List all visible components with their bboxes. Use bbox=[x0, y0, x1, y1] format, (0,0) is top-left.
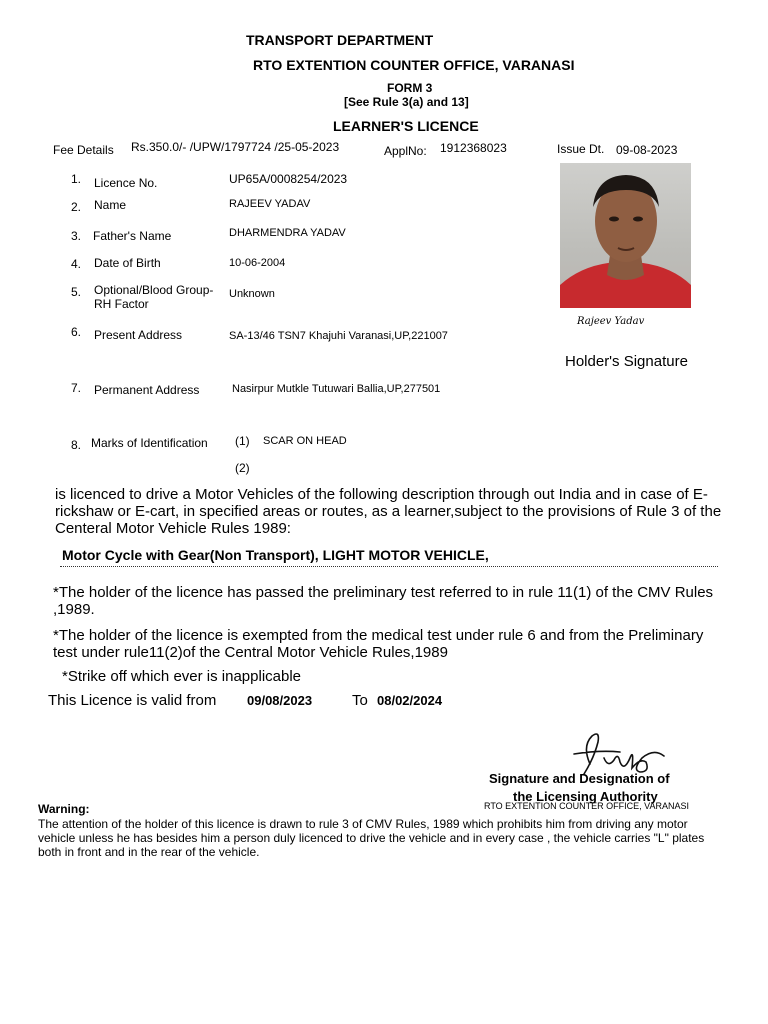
field-number: 4. bbox=[71, 257, 82, 271]
rh-factor-label: RH Factor bbox=[94, 297, 149, 311]
warning-label: Warning: bbox=[38, 802, 90, 816]
valid-from-date: 09/08/2023 bbox=[247, 693, 313, 708]
present-address-value: SA-13/46 TSN7 Khajuhi Varanasi,UP,221007 bbox=[229, 330, 448, 342]
person-portrait-icon bbox=[560, 163, 691, 308]
field-number: 5. bbox=[71, 285, 82, 299]
office-title: RTO EXTENTION COUNTER OFFICE, VARANASI bbox=[253, 57, 575, 73]
licence-title: LEARNER'S LICENCE bbox=[333, 118, 479, 134]
mark-1-number: (1) bbox=[235, 434, 250, 448]
father-name-value: DHARMENDRA YADAV bbox=[229, 227, 346, 239]
valid-to-date: 08/02/2024 bbox=[377, 693, 443, 708]
permanent-address-label: Permanent Address bbox=[94, 383, 200, 397]
preliminary-test-note: *The holder of the licence has passed the preliminary test referred to in rule 11(1) of the CMV Rules ,1989. bbox=[53, 584, 714, 618]
holder-signature-image: Rajeev Yadav bbox=[577, 316, 645, 327]
vehicle-classes: Motor Cycle with Gear(Non Transport), LIGHT MOTOR VEHICLE, bbox=[62, 547, 489, 563]
field-number: 1. bbox=[71, 172, 82, 186]
fee-value: Rs.350.0/- /UPW/1797724 /25-05-2023 bbox=[131, 140, 340, 154]
licence-description: is licenced to drive a Motor Vehicles of the following description through out India and in case of E-rickshaw or E-cart, in specified areas or routes, as a learner,subject to the provisions of Rule 3 of the Centeral Motor Vehicle Rules 1989: bbox=[55, 486, 722, 537]
field-number: 3. bbox=[71, 229, 82, 243]
valid-to-label: To bbox=[352, 692, 368, 709]
field-number: 7. bbox=[71, 381, 82, 395]
authority-signature-line1: Signature and Designation of bbox=[489, 771, 670, 786]
issue-value: 09-08-2023 bbox=[616, 143, 678, 157]
field-number: 6. bbox=[71, 325, 82, 339]
warning-text: The attention of the holder of this licence is drawn to rule 3 of CMV Rules, 1989 which prohibits him from driving any motor vehicle unless he has besides him a person duly licenced to drive the vehicle and in every case , the vehicle carries "L" plates both in front and in the rear of the vehicle. bbox=[38, 817, 705, 859]
authority-signature-line2: the Licensing Authority bbox=[513, 789, 658, 804]
name-label: Name bbox=[94, 198, 127, 212]
permanent-address-value: Nasirpur Mutkle Tutuwari Ballia,UP,277501 bbox=[232, 383, 441, 395]
dob-value: 10-06-2004 bbox=[229, 257, 286, 269]
issue-label: Issue Dt. bbox=[557, 142, 605, 156]
holder-photo bbox=[560, 163, 691, 308]
field-number: 2. bbox=[71, 200, 82, 214]
fee-label: Fee Details bbox=[53, 143, 114, 157]
marks-label: Marks of Identification bbox=[91, 436, 208, 450]
blood-group-label: Optional/Blood Group- bbox=[94, 283, 214, 297]
appl-value: 1912368023 bbox=[440, 141, 507, 155]
authority-office: RTO EXTENTION COUNTER OFFICE, VARANASI bbox=[484, 801, 690, 811]
licence-no-label: Licence No. bbox=[94, 176, 158, 190]
mark-1-value: SCAR ON HEAD bbox=[263, 435, 347, 447]
present-address-label: Present Address bbox=[94, 328, 183, 342]
form-rule: [See Rule 3(a) and 13] bbox=[344, 95, 469, 109]
dob-label: Date of Birth bbox=[94, 256, 161, 270]
medical-test-note: *The holder of the licence is exempted from the medical test under rule 6 and from the Preliminary test under rule11(2)of the Central Motor Vehicle Rules,1989 bbox=[53, 627, 704, 661]
form-number: FORM 3 bbox=[387, 81, 433, 95]
dotted-divider bbox=[60, 566, 718, 567]
licence-no-value: UP65A/0008254/2023 bbox=[229, 172, 348, 186]
field-number: 8. bbox=[71, 438, 82, 452]
appl-label: ApplNo: bbox=[384, 144, 427, 158]
holder-signature-label: Holder's Signature bbox=[565, 353, 688, 370]
blood-group-value: Unknown bbox=[229, 288, 275, 300]
strike-off-note: *Strike off which ever is inapplicable bbox=[62, 668, 302, 685]
mark-2-number: (2) bbox=[235, 461, 250, 475]
father-name-label: Father's Name bbox=[93, 229, 172, 243]
department-title: TRANSPORT DEPARTMENT bbox=[246, 32, 434, 48]
valid-from-label: This Licence is valid from bbox=[48, 692, 217, 709]
name-value: RAJEEV YADAV bbox=[229, 198, 311, 210]
